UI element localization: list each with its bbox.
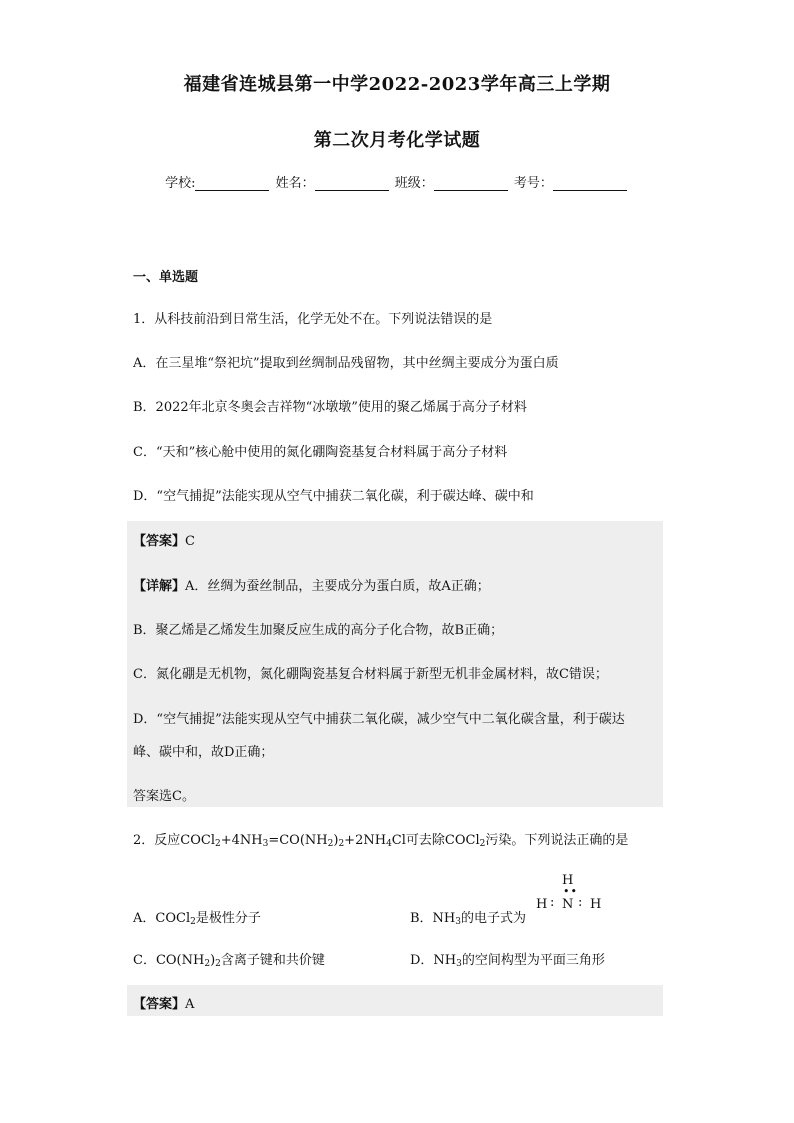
- lewis-n-center: N: [562, 897, 574, 912]
- q2-answer-box: [127, 985, 663, 1016]
- lewis-h-left: H: [536, 897, 548, 912]
- class-label: 班级：: [394, 176, 434, 191]
- lewis-dots-left: :: [550, 895, 555, 910]
- q1-stem: 1．从科技前沿到日常生活，化学无处不在。下列说法错误的是: [133, 312, 493, 327]
- q2-option-d: D．$NH_3$的空间构型为平面三角形: [410, 953, 605, 969]
- q2-option-b: B．$NH_3$的电子式为: [410, 911, 527, 927]
- q2-stem: 2．反应$COCl_2+4NH_3=CO(NH_2)_2+2NH_4Cl$可去除COCl$_2$污染。下列说法正确的是: [133, 833, 629, 849]
- nh3-lewis-structure: [536, 873, 606, 917]
- title-line-2: 第二次月考化学试题: [313, 130, 481, 151]
- lewis-dots-right: :: [578, 895, 583, 910]
- student-info-line: [0, 172, 794, 191]
- q1-answer-value: C: [185, 534, 195, 549]
- lewis-h-right: H: [590, 897, 602, 912]
- q1-option-c: C．“天和”核心舱中使用的氮化硼陶瓷基复合材料属于高分子材料: [133, 445, 508, 460]
- q1-detail-5: 峰、碳中和，故D正确；: [133, 745, 274, 760]
- exam-no-label: 考号：: [513, 176, 553, 191]
- q1-option-d: D．“空气捕捉”法能实现从空气中捕获二氧化碳，利于碳达峰、碳中和: [133, 489, 534, 504]
- title-line-1: 福建省连城县第一中学2022-2023学年高三上学期: [183, 74, 611, 95]
- section-heading: 一、单选题: [133, 270, 199, 285]
- name-label: 姓名：: [275, 176, 315, 191]
- q2-answer-tag: 【答案】: [133, 997, 186, 1012]
- name-blank[interactable]: [315, 176, 389, 191]
- lewis-dots-top: ••: [563, 885, 578, 898]
- lewis-h-top: H: [562, 873, 574, 888]
- q1-detail-3: C．氮化硼是无机物，氮化硼陶瓷基复合材料属于新型无机非金属材料，故C错误；: [133, 667, 608, 682]
- school-blank[interactable]: [195, 176, 269, 191]
- class-blank[interactable]: [434, 176, 508, 191]
- q1-option-b: B．2022年北京冬奥会吉祥物“冰墩墩”使用的聚乙烯属于高分子材料: [133, 400, 527, 415]
- q1-detail-2: B．聚乙烯是乙烯发生加聚反应生成的高分子化合物，故B正确；: [133, 623, 504, 638]
- q2-option-c: C．$CO(NH_2)_2$含离子键和共价键: [133, 953, 325, 969]
- q1-detail-1: 【详解】A．丝绸为蚕丝制品，主要成分为蛋白质，故A正确；: [133, 579, 490, 594]
- school-label: 学校:: [165, 176, 196, 191]
- q1-detail-tag: 【详解】: [133, 579, 186, 594]
- q1-option-a: A．在三星堆“祭祀坑”提取到丝绸制品残留物，其中丝绸主要成分为蛋白质: [133, 356, 559, 371]
- q1-answer-tag: 【答案】: [133, 534, 186, 549]
- q2-option-a: A．COCl$_2$是极性分子: [133, 911, 261, 927]
- q1-detail-4: D．“空气捕捉”法能实现从空气中捕获二氧化碳，减少空气中二氧化碳含量，利于碳达: [133, 712, 625, 727]
- q1-answer: [133, 530, 195, 549]
- q2-answer: [133, 993, 194, 1012]
- exam-no-blank[interactable]: [553, 176, 627, 191]
- q1-detail-6: 答案选C。: [133, 789, 195, 804]
- q2-answer-value: A: [185, 997, 195, 1012]
